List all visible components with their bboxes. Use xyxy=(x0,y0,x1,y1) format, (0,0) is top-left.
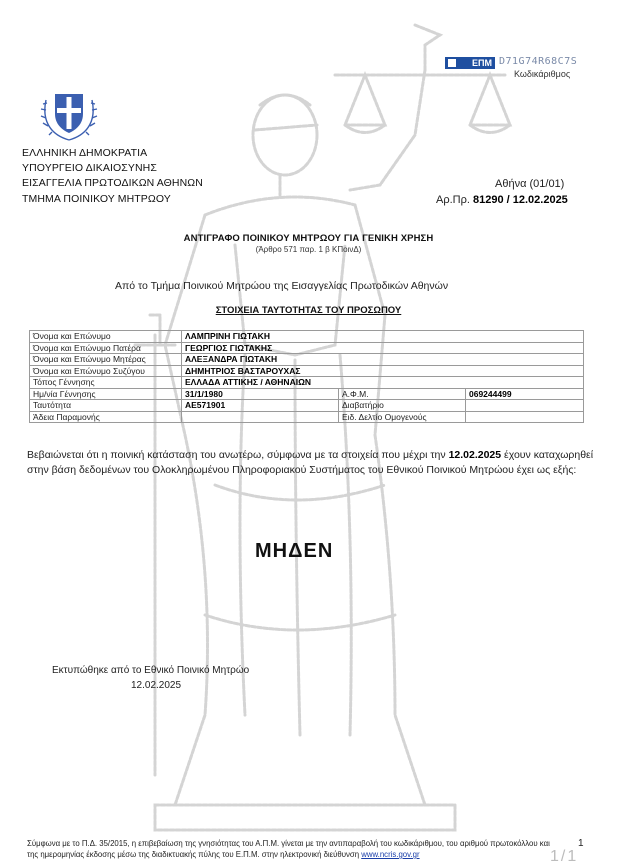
page-number: 1 xyxy=(578,838,584,849)
row-label: Άδεια Παραμονής xyxy=(30,411,182,423)
table-row xyxy=(30,365,584,377)
row-label: Ταυτότητα xyxy=(30,400,182,412)
table-row xyxy=(30,400,584,412)
table-row xyxy=(30,331,584,343)
city-page-info: Αθήνα (01/01) xyxy=(495,178,565,190)
row-value xyxy=(182,411,339,423)
row-label-secondary: Α.Φ.Μ. xyxy=(339,388,466,400)
statement-part-2: έχουν καταχωρηθεί στην βάση δεδομένων του Ολοκληρωμένου Πληροφοριακού Συστήματος του Εθνικού Ποινικού Μητρώου έχει ως εξής: xyxy=(27,449,594,476)
protocol-separator: / xyxy=(503,194,513,206)
identity-section-heading: ΣΤΟΙΧΕΙΑ ΤΑΥΤΟΤΗΤΑΣ ΤΟΥ ΠΡΟΣΩΠΟΥ xyxy=(215,305,402,316)
document-code: D71G74R68C7S xyxy=(499,56,578,67)
footer-text: Σύμφωνα με το Π.Δ. 35/2015, η επιβεβαίωση της γνησιότητας του Α.Π.Μ. γίνεται με την αντιπαραβολή του κωδικάριθμου, του αριθμού πρωτοκόλλου και της ημερομηνίας έκδοσης μέσω της διαδικτυακής πύλης του Ε.Π.Μ. στην ηλεκτρονική διεύθυνση xyxy=(27,839,550,859)
document-code-label: Κωδικάριθμος xyxy=(514,69,571,79)
certification-statement xyxy=(27,448,597,478)
table-row xyxy=(30,411,584,423)
row-value-secondary xyxy=(466,411,584,423)
document-title: ΑΝΤΙΓΡΑΦΟ ΠΟΙΝΙΚΟΥ ΜΗΤΡΩΟΥ ΓΙΑ ΓΕΝΙΚΗ ΧΡΗΣΗ xyxy=(183,233,434,244)
lady-justice-watermark xyxy=(95,15,525,845)
ncris-link[interactable]: www.ncris.gov.gr xyxy=(361,850,420,859)
statement-part-1: Βεβαιώνεται ότι η ποινική κατάσταση του ανωτέρω, σύμφωνα με τα στοιχεία που μέχρι την xyxy=(27,449,449,461)
row-label: Ημ/νία Γέννησης xyxy=(30,388,182,400)
printed-date: 12.02.2025 xyxy=(131,680,182,691)
table-row xyxy=(30,388,584,400)
row-value: ΛΑΜΠΡΙΝΗ ΓΙΩΤΑΚΗ xyxy=(182,331,584,343)
row-value: 31/1/1980 xyxy=(182,388,339,400)
protocol-prefix: Αρ.Πρ. xyxy=(436,194,470,206)
table-row xyxy=(30,377,584,389)
epm-logo-text: ΕΠΜ xyxy=(472,58,492,68)
identity-table xyxy=(29,330,584,423)
document-subtitle: (Άρθρο 571 παρ. 1 β ΚΠοινΔ) xyxy=(255,245,362,254)
row-label: Όνομα και Επώνυμο Συζύγου xyxy=(30,365,182,377)
row-value-secondary xyxy=(466,400,584,412)
authority-line: ΕΛΛΗΝΙΚΗ ΔΗΜΟΚΡΑΤΙΑ xyxy=(22,147,148,159)
epm-logo-mark-icon xyxy=(448,59,456,67)
protocol-number: 81290 xyxy=(472,194,504,206)
protocol-date: 12.02.2025 xyxy=(512,194,568,206)
row-value: ΕΛΛΑΔΑ ΑΤΤΙΚΗΣ / ΑΘΗΝΑΙΩΝ xyxy=(182,377,584,389)
protocol-line xyxy=(436,194,568,206)
row-label: Όνομα και Επώνυμο Πατέρα xyxy=(30,342,182,354)
footer-note xyxy=(27,838,562,860)
row-label: Όνομα και Επώνυμο Μητέρας xyxy=(30,354,182,366)
statement-date: 12.02.2025 xyxy=(448,449,502,461)
row-value: ΑΛΕΞΑΝΔΡΑ ΓΙΩΤΑΚΗ xyxy=(182,354,584,366)
row-label: Τόπος Γέννησης xyxy=(30,377,182,389)
issuing-authority xyxy=(22,146,203,207)
row-value: ΔΗΜΗΤΡΙΟΣ ΒΑΣΤΑΡΟΥΧΑΣ xyxy=(182,365,584,377)
issuer-statement: Από το Τμήμα Ποινικού Μητρώου της Εισαγγελίας Πρωτοδικών Αθηνών xyxy=(115,280,449,292)
row-value: ΓΕΩΡΓΙΟΣ ΓΙΩΤΑΚΗΣ xyxy=(182,342,584,354)
printed-by-line: Εκτυπώθηκε από το Εθνικό Ποινικό Μητρώο xyxy=(52,665,250,676)
authority-line: ΥΠΟΥΡΓΕΙΟ ΔΙΚΑΙΟΣΥΝΗΣ xyxy=(22,162,157,175)
table-row xyxy=(30,354,584,366)
row-value-secondary: 069244499 xyxy=(466,388,584,400)
epm-logo xyxy=(445,57,495,69)
row-label: Όνομα και Επώνυμο xyxy=(30,331,182,343)
row-label-secondary: Διαβατήριο xyxy=(339,400,466,412)
row-label-secondary: Ειδ. Δελτίο Ομογενούς xyxy=(339,411,466,423)
table-row xyxy=(30,342,584,354)
record-result: ΜΗΔΕΝ xyxy=(255,540,334,562)
authority-line: ΕΙΣΑΓΓΕΛΙΑ ΠΡΩΤΟΔΙΚΩΝ ΑΘΗΝΩΝ xyxy=(22,177,203,190)
row-value: ΑΕ571901 xyxy=(182,400,339,412)
hellenic-republic-emblem-icon xyxy=(38,82,100,144)
authority-line: ΤΜΗΜΑ ΠΟΙΝΙΚΟΥ ΜΗΤΡΩΟΥ xyxy=(22,192,171,205)
page-stamp: 1/1 xyxy=(550,848,579,863)
